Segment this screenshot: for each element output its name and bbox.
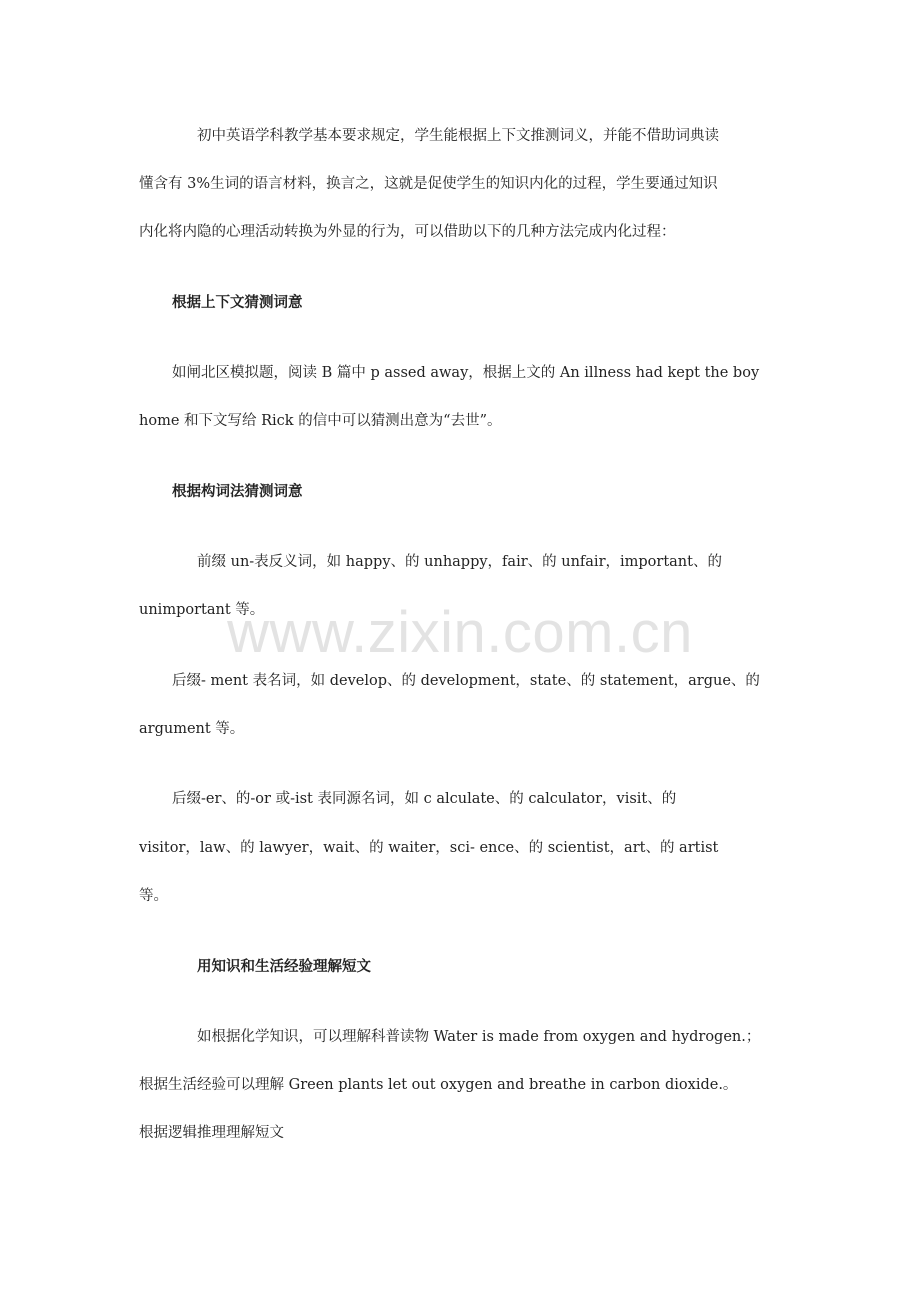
watermark: www.zixin.com.cn <box>227 600 693 665</box>
paragraph-line: unimportant 等。 <box>139 602 265 618</box>
paragraph-line: 内化将内隐的心理活动转换为外显的行为，可以借助以下的几种方法完成内化过程： <box>139 224 676 240</box>
paragraph-line: 初中英语学科教学基本要求规定，学生能根据上下文推测词义，并能不借助词典读 <box>197 128 719 144</box>
paragraph-line: home 和下文写给 Rick 的信中可以猜测出意为“去世”。 <box>139 413 502 429</box>
section-heading-knowledge: 用知识和生活经验理解短文 <box>197 959 371 975</box>
section-heading-word-formation: 根据构词法猜测词意 <box>172 484 303 500</box>
paragraph-line: 懂含有 3%生词的语言材料，换言之，这就是促使学生的知识内化的过程，学生要通过知识 <box>139 176 718 192</box>
paragraph-line: 等。 <box>139 888 168 904</box>
paragraph-line: 根据逻辑推理理解短文 <box>139 1125 284 1141</box>
paragraph-line: 根据生活经验可以理解 Green plants let out oxygen and breathe in carbon dioxide.。 <box>139 1077 738 1093</box>
paragraph-line: 如闸北区模拟题，阅读 B 篇中 p assed away，根据上文的 An illness had kept the boy <box>172 365 760 381</box>
paragraph-line: argument 等。 <box>139 721 245 737</box>
paragraph-line: 后缀-er、的-or 或-ist 表同源名词，如 c alculate、的 calculator，visit、的 <box>172 791 677 807</box>
paragraph-line: visitor，law、的 lawyer，wait、的 waiter，sci- ence、的 scientist，art、的 artist <box>139 840 719 856</box>
paragraph-line: 前缀 un-表反义词，如 happy、的 unhappy，fair、的 unfair，important、的 <box>197 554 722 570</box>
paragraph-line: 如根据化学知识，可以理解科普读物 Water is made from oxygen and hydrogen.； <box>197 1029 761 1045</box>
paragraph-line: 后缀- ment 表名词，如 develop、的 development，state、的 statement，argue、的 <box>172 673 760 689</box>
section-heading-context: 根据上下文猜测词意 <box>172 295 303 311</box>
